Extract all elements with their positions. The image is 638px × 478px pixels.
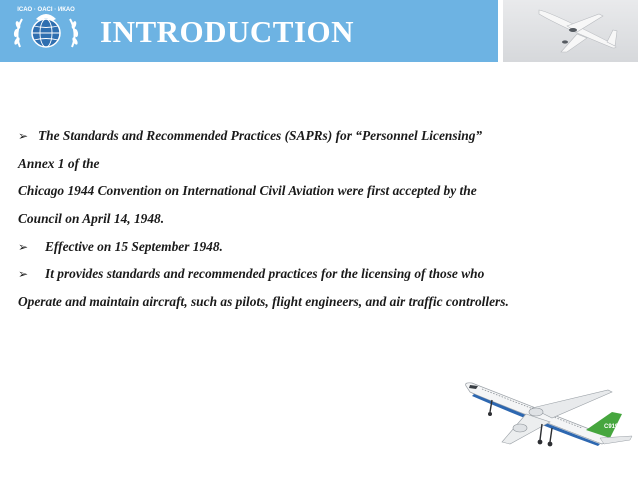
logo-caption: ICAO · OACI · ИКАО (17, 7, 75, 13)
body-line-3: Chicago 1944 Convention on International Civil Aviation were first accepted by the (18, 183, 477, 199)
arrow-bullet-icon: ➢ (18, 129, 29, 143)
arrow-bullet-icon: ➢ (18, 239, 29, 254)
body-line-6: ➢ It provides standards and recommended practices for the licensing of those who (18, 260, 630, 288)
body-line-1: ➢ The Standards and Recommended Practices (SAPRs) for “Personnel Licensing” (18, 122, 630, 150)
title-bar (0, 0, 498, 62)
body-line-4: Council on April 14, 1948. (18, 211, 165, 227)
slide-body (18, 122, 630, 316)
svg-text:C919: C919 (604, 424, 619, 430)
icao-emblem-icon (6, 3, 86, 59)
arrow-bullet-icon: ➢ (18, 267, 29, 282)
airliner-in-flight-photo (503, 0, 638, 62)
body-line-7: Operate and maintain aircraft, such as pilots, flight engineers, and air traffic controllers. (18, 294, 509, 310)
body-line-2: Annex 1 of the (18, 155, 100, 171)
slide-title: INTRODUCTION (100, 14, 355, 49)
body-line-5: ➢ Effective on 15 September 1948. (18, 233, 630, 261)
airliner-landing-photo (462, 372, 638, 472)
